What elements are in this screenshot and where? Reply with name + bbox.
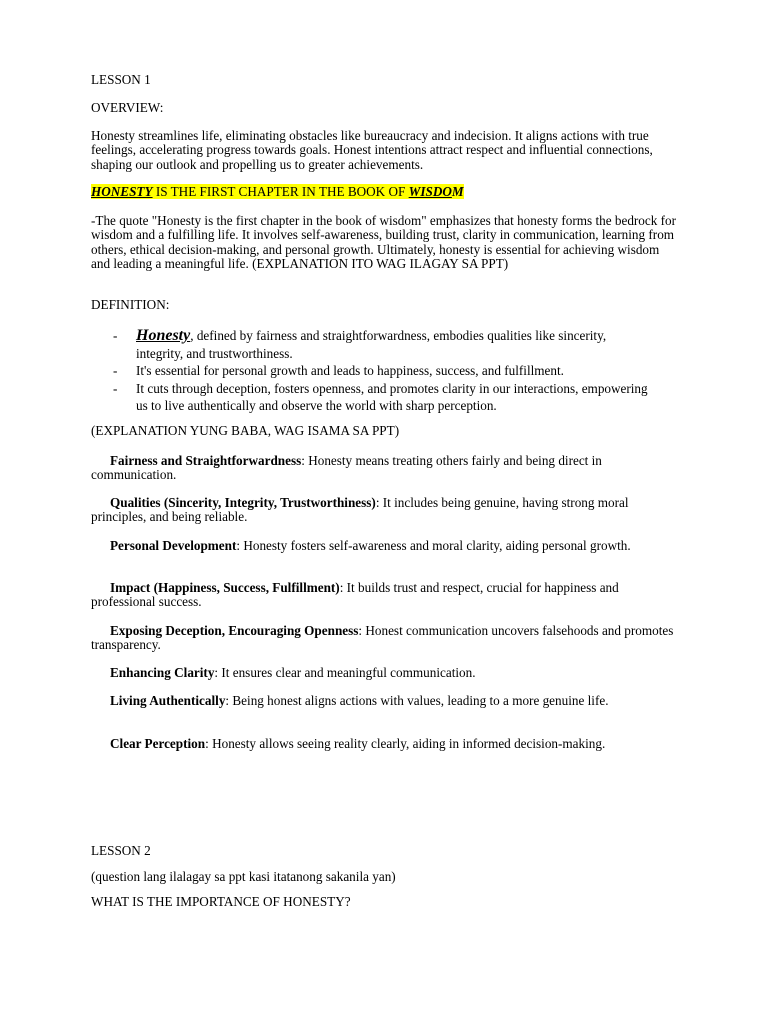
- quote-word-honesty: HONESTY: [91, 184, 153, 199]
- quote-explanation-paragraph: -The quote "Honesty is the first chapter in the book of wisdom" emphasizes that honesty forms the bedrock for wisdom and a fulfilling life. It involves self-awareness, building trust, clarity in communication, learning from others, ethical decision-making, and personal growth. Ultimately, honesty is essential for achieving wisdom and leading a meaningful life. (EXPLANATION ITO WAG ILAGAY SA PPT): [91, 213, 677, 272]
- lesson-2-question: WHAT IS THE IMPORTANCE OF HONESTY?: [91, 894, 351, 909]
- explanation-text: : Honest communication uncovers falsehoods and promotes transparency.: [91, 623, 674, 653]
- list-dash: -: [113, 380, 118, 396]
- quote-heading: [91, 185, 464, 199]
- explanation-term: Impact (Happiness, Success, Fulfillment): [110, 580, 340, 595]
- explanation-note: (EXPLANATION YUNG BABA, WAG ISAMA SA PPT): [91, 423, 400, 438]
- explanation-item: [91, 666, 679, 680]
- explanation-item: [91, 624, 679, 653]
- overview-paragraph: Honesty streamlines life, eliminating obstacles like bureaucracy and indecision. It aligns actions with true feelings, accelerating progress towards goals. Honest intentions attract respect and influential connections, shaping our outlook and propelling us to greater achievements.: [91, 128, 653, 172]
- explanation-text: : It ensures clear and meaningful communication.: [214, 665, 476, 680]
- explanation-text: : It includes being genuine, having strong moral principles, and being reliable.: [91, 495, 629, 525]
- definition-item-text: , defined by fairness and straightforwardness, embodies qualities like sincerity, integrity, and trustworthiness.: [136, 328, 607, 361]
- explanation-term: Qualities (Sincerity, Integrity, Trustworthiness): [110, 495, 376, 510]
- explanation-term: Exposing Deception, Encouraging Openness: [110, 623, 359, 638]
- quote-word-wisdom-tail: M: [451, 184, 464, 199]
- lesson-2-note: (question lang ilalagay sa ppt kasi itatanong sakanila yan): [91, 869, 396, 884]
- lesson-1-title: LESSON 1: [91, 72, 151, 87]
- explanation-text: : It builds trust and respect, crucial for happiness and professional success.: [91, 580, 619, 610]
- list-dash: -: [113, 328, 118, 343]
- definition-heading: DEFINITION:: [91, 297, 170, 312]
- explanation-term: Enhancing Clarity: [110, 665, 215, 680]
- explanation-item: [91, 737, 691, 751]
- definition-item-text: It's essential for personal growth and leads to happiness, success, and fulfillment.: [136, 363, 564, 378]
- explanation-item: [91, 454, 679, 483]
- definition-item: [91, 380, 651, 415]
- overview-heading: OVERVIEW:: [91, 100, 164, 115]
- explanation-item: [91, 539, 679, 553]
- definition-term-honesty: Honesty: [136, 327, 191, 344]
- explanation-item: [91, 581, 679, 610]
- explanation-item: [91, 496, 679, 525]
- explanation-text: : Honesty allows seeing reality clearly, aiding in informed decision-making.: [205, 736, 606, 751]
- definition-list: [91, 327, 651, 415]
- explanation-text: : Honesty means treating others fairly and being direct in communication.: [91, 453, 602, 483]
- list-dash: -: [113, 363, 118, 378]
- explanation-term: Personal Development: [110, 538, 237, 553]
- explanation-text: : Being honest aligns actions with values, leading to a more genuine life.: [225, 693, 609, 708]
- explanation-text: : Honesty fosters self-awareness and moral clarity, aiding personal growth.: [236, 538, 631, 553]
- explanation-term: Fairness and Straightforwardness: [110, 453, 302, 468]
- definition-item: [91, 327, 651, 362]
- explanation-item: [91, 694, 679, 708]
- definition-item-text: It cuts through deception, fosters openness, and promotes clarity in our interactions, empowering us to live authentically and observe the world with sharp perception.: [136, 380, 648, 413]
- explanation-term: Living Authentically: [110, 693, 226, 708]
- definition-item: [91, 362, 651, 380]
- lesson-2-title: LESSON 2: [91, 843, 151, 858]
- quote-word-wisdom: WISDO: [408, 184, 452, 199]
- quote-middle: IS THE FIRST CHAPTER IN THE BOOK OF: [152, 184, 409, 199]
- explanation-term: Clear Perception: [110, 736, 206, 751]
